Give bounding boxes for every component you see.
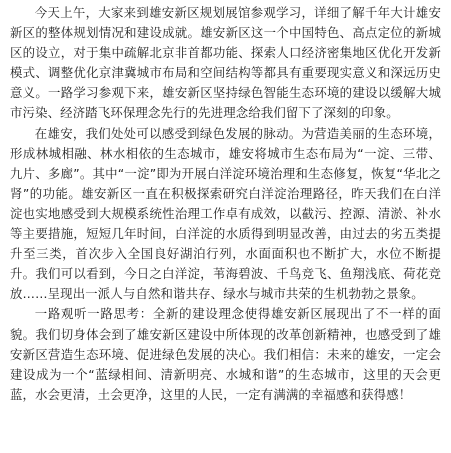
- article-paragraph-2: 在雄安，我们处处可以感受到绿色发展的脉动。为营造美丽的生态环境，形成林城相融、林水相依的生态城市，雄安将城市生态布局为“一淀、三带、九片、多廊”。其中“一淀”即为开展白洋淀环境治理和生态修复，恢复“华北之肾”的功能。雄安新区一直在积极探索研究白洋淀治理路径，昨天我们在白洋淀也实地感受到大规模系统性治理工作卓有成效，以截污、控源、清淤、补水等主要措施，短短几年时间，白洋淀的水质得到明显改善，由过去的劣五类提升至三类，首次步入全国良好湖泊行列，水面面积也不断扩大，水位不断提升。我们可以看到，今日之白洋淀，苇海碧波、千鸟竞飞、鱼翔浅底、荷花竞放……呈现出一派人与自然和谐共存、绿水与城市共荣的生机勃勃之景象。: [10, 125, 441, 302]
- article-paragraph-3: 一路观听一路思考：全新的建设理念使得雄安新区展现出了不一样的面貌。我们切身体会到了雄安新区建设中所体现的改革创新精神，也感受到了雄安新区营造生态环境、促进绿色发展的决心。我们相信：未来的雄安，一定会建设成为一个“蓝绿相间、清新明亮、水城和谐”的生态城市，这里的天会更蓝，水会更清，土会更净，这里的人民，一定有满满的幸福感和获得感！: [10, 306, 441, 402]
- article-paragraph-1: 今天上午，大家来到雄安新区规划展馆参观学习，详细了解千年大计雄安新区的整体规划情况和建设成就。雄安新区这一个中国特色、高点定位的新城区的设立，对于集中疏解北京非首都功能、探索人口经济密集地区优化开发新模式、调整优化京津冀城市布局和空间结构等都具有重要现实意义和深远历史意义。一路学习参观下来，雄安新区坚持绿色智能生态环境的建设以缓解大城市污染、经济踏飞环保理念先行的先进理念给我们留下了深刻的印象。: [10, 5, 441, 121]
